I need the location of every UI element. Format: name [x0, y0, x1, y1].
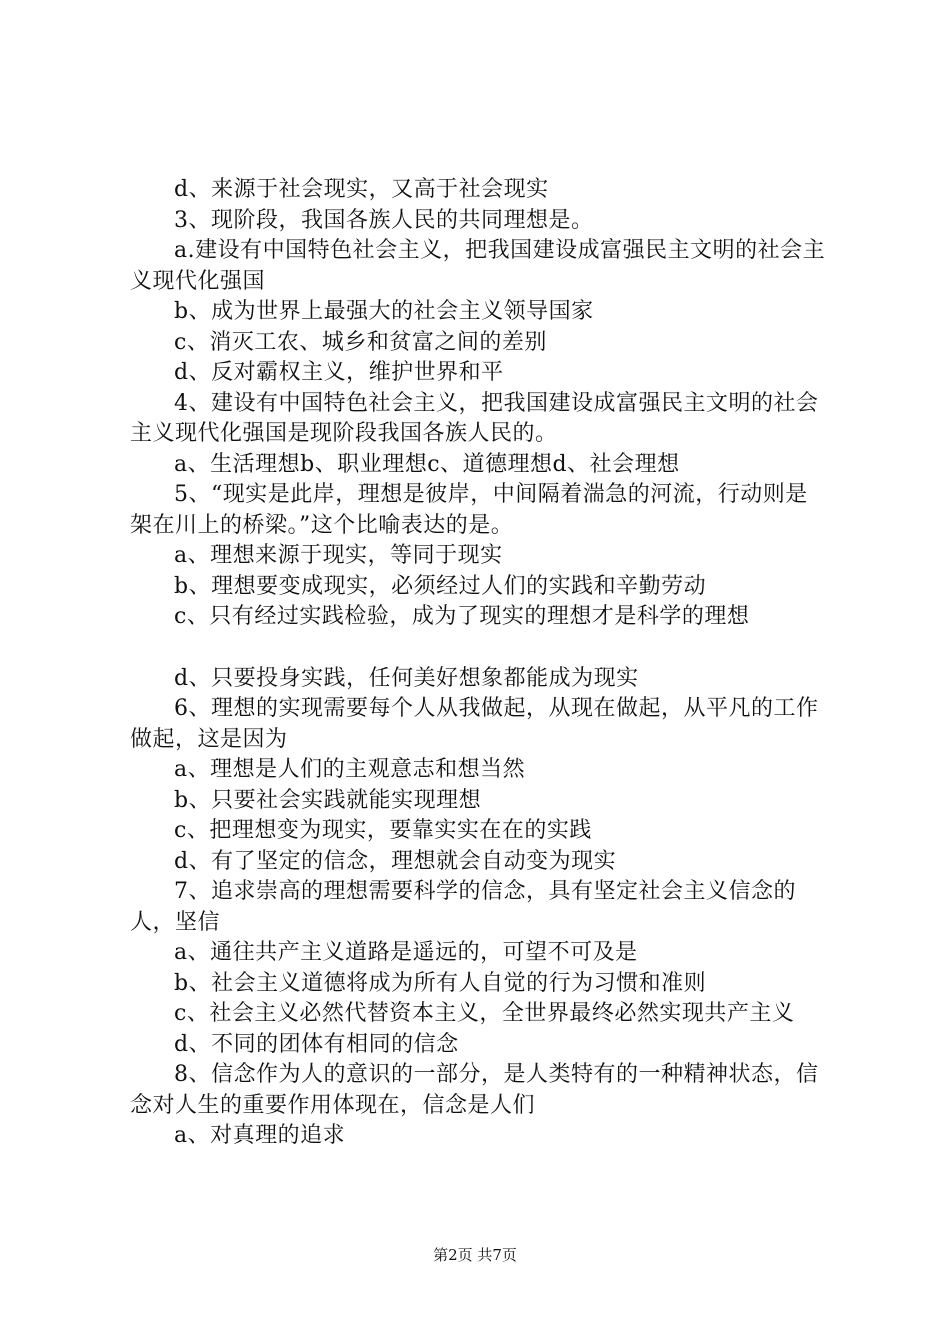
- answer-option-b-q7: b、社会主义道德将成为所有人自觉的行为习惯和准则: [174, 970, 707, 996]
- answer-option-a-q8: a、对真理的追求: [174, 1123, 346, 1148]
- question-6: 6、理想的实现需要每个人从我做起，从现在做起，从平凡的工作做起，这是因为: [130, 696, 819, 752]
- answer-option-d-q7: d、不同的团体有相同的信念: [174, 1031, 459, 1057]
- page-number-footer: 第2页 共7页: [433, 1246, 517, 1264]
- question-7: 7、追求崇高的理想需要科学的信念，具有坚定社会主义信念的人，坚信: [130, 879, 796, 935]
- question-8: 8、信念作为人的意识的一部分，是人类特有的一种精神状态，信念对人生的重要作用体现在，信念是人们: [130, 1062, 819, 1118]
- answer-option-d-q6: d、有了坚定的信念，理想就会自动变为现实: [174, 848, 617, 874]
- question-3: 3、现阶段，我国各族人民的共同理想是。: [174, 207, 594, 233]
- answer-option-d-q3: d、反对霸权主义，维护世界和平: [174, 360, 504, 385]
- answer-option-b-q3: b、成为世界上最强大的社会主义领导国家: [174, 299, 594, 324]
- answer-option-a-q3: a.建设有中国特色社会主义，把我国建设成富强民主文明的社会主义现代化强国: [130, 238, 826, 294]
- answer-option-c-q3: c、消灭工农、城乡和贫富之间的差别: [174, 329, 547, 355]
- answer-option-a-q6: a、理想是人们的主观意志和想当然: [174, 757, 526, 782]
- answer-option-c-q6: c、把理想变为现实，要靠实实在在的实践: [174, 818, 592, 843]
- answer-option-c-q7: c、社会主义必然代替资本主义，全世界最终必然实现共产主义: [174, 1001, 795, 1026]
- answer-options-q4: a、生活理想b、职业理想c、道德理想d、社会理想: [174, 451, 680, 477]
- answer-option-a-q5: a、理想来源于现实，等同于现实: [174, 543, 503, 568]
- answer-option-d-q5: d、只要投身实践，任何美好想象都能成为现实: [174, 665, 639, 691]
- answer-option-c-q5: c、只有经过实践检验，成为了现实的理想才是科学的理想: [174, 604, 750, 629]
- answer-option-b-q6: b、只要社会实践就能实现理想: [174, 787, 482, 813]
- answer-option-a-q7: a、通往共产主义道路是遥远的，可望不可及是: [174, 940, 638, 965]
- question-5: 5、“现实是此岸，理想是彼岸，中间隔着湍急的河流，行动则是架在川上的桥梁。”这个比喻表达的是。: [130, 482, 808, 538]
- answer-option-b-q5: b、理想要变成现实，必须经过人们的实践和辛勤劳动: [174, 573, 707, 599]
- question-4: 4、建设有中国特色社会主义，把我国建设成富强民主文明的社会主义现代化强国是现阶段我国各族人民的。: [130, 390, 819, 446]
- answer-option-d-q2: d、来源于社会现实，又高于社会现实: [174, 177, 549, 202]
- document-body: [130, 175, 830, 1152]
